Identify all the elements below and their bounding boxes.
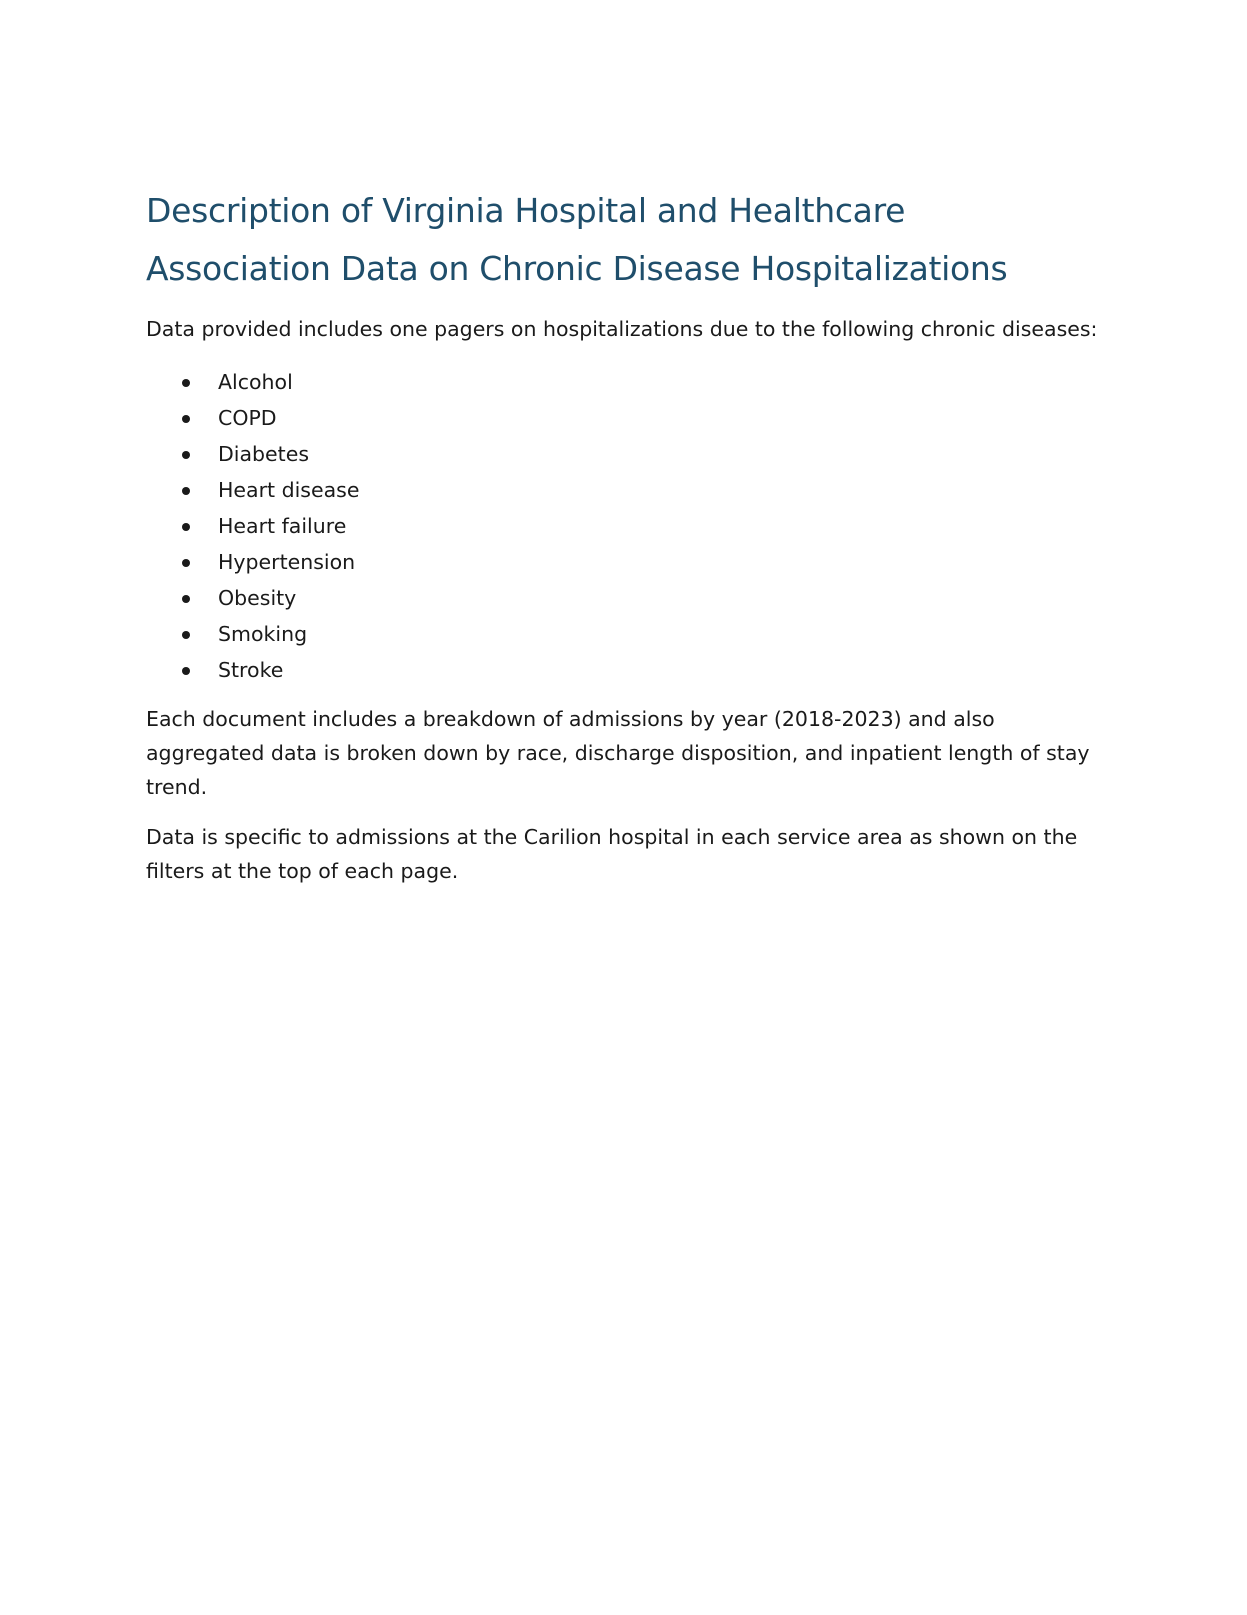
list-item-alcohol [146, 364, 1106, 400]
list-item-stroke [146, 652, 1106, 688]
disease-list [146, 364, 1106, 688]
list-item-obesity [146, 580, 1106, 616]
list-item-label: COPD [218, 406, 277, 430]
bullet-icon [182, 451, 190, 459]
list-item-hypertension [146, 544, 1106, 580]
service-area-paragraph: Data is specific to admissions at the Carilion hospital in each service area as shown on the filters at the top of each page. [146, 825, 1078, 883]
bullet-icon [182, 559, 190, 567]
breakdown-paragraph: Each document includes a breakdown of admissions by year (2018-2023) and also aggregated data is broken down by race, discharge disposition, and inpatient length of stay trend. [146, 707, 1090, 799]
bullet-icon [182, 523, 190, 531]
list-item-label: Heart disease [218, 478, 360, 502]
bullet-icon [182, 415, 190, 423]
list-item-label: Hypertension [218, 550, 356, 574]
bullet-icon [182, 631, 190, 639]
document-body [146, 182, 1106, 888]
bullet-icon [182, 595, 190, 603]
list-item-label: Heart failure [218, 514, 347, 538]
list-item-label: Diabetes [218, 442, 309, 466]
list-item-heart-disease [146, 472, 1106, 508]
title-line-2: Association Data on Chronic Disease Hospitalizations [146, 249, 1008, 288]
title-line-1: Description of Virginia Hospital and Healthcare [146, 191, 906, 230]
intro-paragraph: Data provided includes one pagers on hospitalizations due to the following chronic diseases: [146, 317, 1098, 341]
list-item-label: Alcohol [218, 370, 293, 394]
list-item-diabetes [146, 436, 1106, 472]
list-item-label: Smoking [218, 622, 308, 646]
list-item-smoking [146, 616, 1106, 652]
list-item-heart-failure [146, 508, 1106, 544]
bullet-icon [182, 379, 190, 387]
bullet-icon [182, 667, 190, 675]
list-item-copd [146, 400, 1106, 436]
list-item-label: Obesity [218, 586, 297, 610]
list-item-label: Stroke [218, 658, 284, 682]
bullet-icon [182, 487, 190, 495]
document-title [146, 182, 1106, 298]
